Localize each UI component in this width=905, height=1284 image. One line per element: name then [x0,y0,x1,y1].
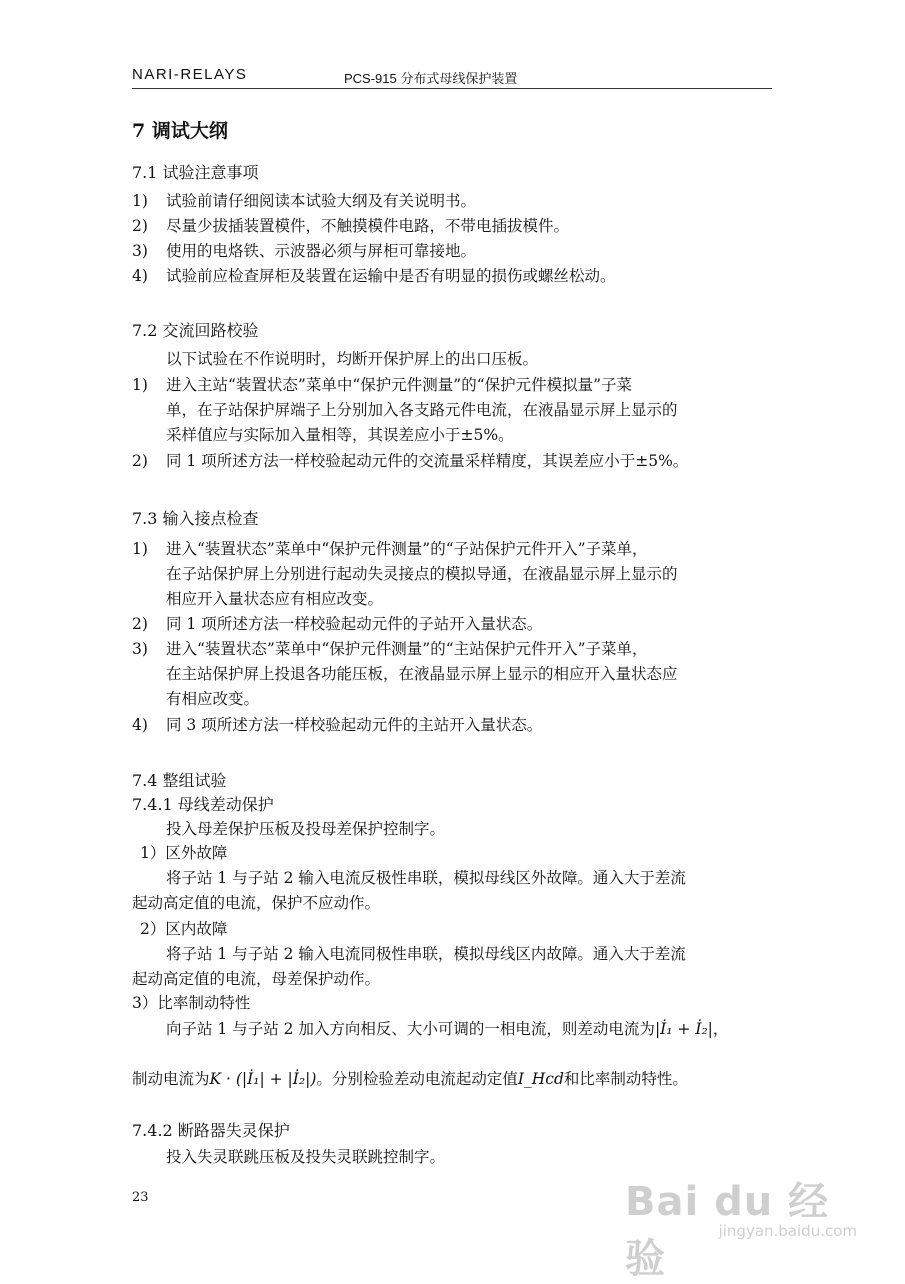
section-7-4-heading: 7.4 整组试验 [132,771,227,790]
list-item: 2) 同 1 项所述方法一样校验起动元件的子站开入量状态。 [132,615,543,633]
section-7-1-heading: 7.1 试验注意事项 [132,163,259,182]
formula-differential-current: |İ₁ + İ₂| [654,1020,713,1038]
list-item-continuation: 单，在子站保护屏端子上分别加入各支路元件电流，在液晶显示屏上显示的 [166,401,678,419]
list-item: 4) 试验前应检查屏柜及装置在运输中是否有明显的损伤或螺丝松动。 [132,267,616,285]
list-item: 3) 使用的电烙铁、示波器必须与屏柜可靠接地。 [132,242,477,260]
paragraph-line: 将子站 1 与子站 2 输入电流反极性串联，模拟母线区外故障。通入大于差流 [166,869,686,887]
section-7-heading: 7 调试大纲 [132,120,228,142]
list-item: 1) 进入“装置状态”菜单中“保护元件测量”的“子站保护元件开入”子菜单， [132,540,648,558]
list-item: 4) 同 3 项所述方法一样校验起动元件的主站开入量状态。 [132,716,543,734]
list-item-continuation: 有相应改变。 [166,690,260,708]
watermark-logo-text: Bai du 经验 [625,1179,830,1282]
watermark-url: jingyan.baidu.com [718,1222,857,1240]
section-7-3-heading: 7.3 输入接点检查 [132,509,259,528]
baidu-jingyan-watermark [625,1170,865,1282]
list-item: 1) 进入主站“装置状态”菜单中“保护元件测量”的“保护元件模拟量”子菜 [132,376,633,394]
paragraph-line: 将子站 1 与子站 2 输入电流同极性串联，模拟母线区内故障。通入大于差流 [166,945,686,963]
header-brand: NARI-RELAYS [132,66,248,83]
list-item: 1) 试验前请仔细阅读本试验大纲及有关说明书。 [132,192,477,210]
page-header [132,64,772,89]
section-7-4-1-heading: 7.4.1 母线差动保护 [132,795,274,814]
list-item: 2) 尽量少拔插装置模件，不触摸模件电路，不带电插拔模件。 [132,217,570,235]
paragraph-line: 向子站 1 与子站 2 加入方向相反、大小可调的一相电流，则差动电流为|İ₁ + İ₂|， [166,1020,729,1038]
formula-setting-value: I_Hcd [517,1070,564,1088]
section-7-4-2-heading: 7.4.2 断路器失灵保护 [132,1121,290,1140]
page-number: 23 [132,1190,149,1205]
section-7-2-heading: 7.2 交流回路校验 [132,321,259,340]
list-item: 2) 同 1 项所述方法一样校验起动元件的交流量采样精度，其误差应小于±5%。 [132,452,689,470]
header-document-title: PCS-915 分布式母线保护装置 [344,71,518,86]
list-item-continuation: 相应开入量状态应有相应改变。 [166,590,384,608]
paragraph-line: 起动高定值的电流，保护不应动作。 [132,894,381,912]
list-item-continuation: 采样值应与实际加入量相等，其误差应小于±5%。 [166,426,514,444]
subsection-title: 1）区外故障 [140,844,228,862]
subsection-title: 3）比率制动特性 [132,994,251,1012]
section-7-4-1-intro: 投入母差保护压板及投母差保护控制字。 [166,820,446,838]
list-item: 3) 进入“装置状态”菜单中“保护元件测量”的“主站保护元件开入”子菜单， [132,640,648,658]
list-item-continuation: 在主站保护屏上投退各功能压板，在液晶显示屏上显示的相应开入量状态应 [166,665,678,683]
formula-restraint-current: K · (|İ₁| + |İ₂|) [209,1070,317,1088]
subsection-title: 2）区内故障 [140,920,228,938]
section-7-2-intro: 以下试验在不作说明时，均断开保护屏上的出口压板。 [166,350,539,368]
list-item-continuation: 在子站保护屏上分别进行起动失灵接点的模拟导通，在液晶显示屏上显示的 [166,565,678,583]
section-7-4-2-intro: 投入失灵联跳压板及投失灵联跳控制字。 [166,1148,446,1166]
paragraph-line: 制动电流为K · (|İ₁| + |İ₂|)。分别检验差动电流起动定值I_Hcd和比率制动特性。 [132,1070,688,1088]
paragraph-line: 起动高定值的电流，母差保护动作。 [132,970,381,988]
